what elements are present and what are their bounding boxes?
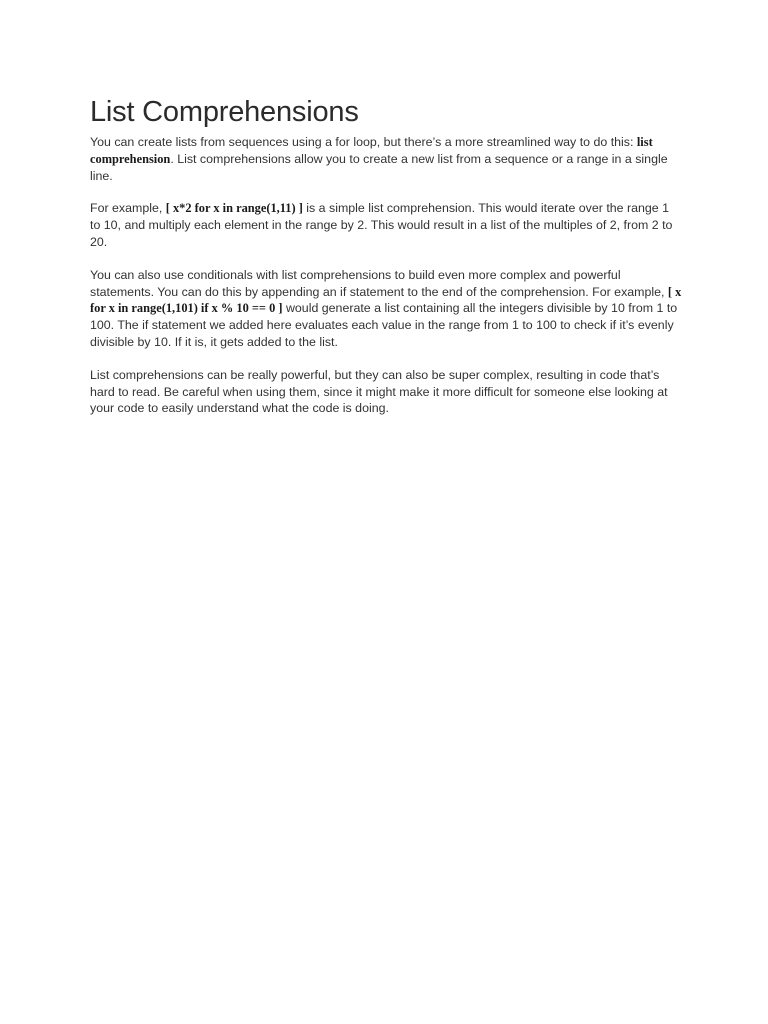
paragraph-caution: List comprehensions can be really powerful, but they can also be super complex, resulting in code that’s hard to read. Be careful when using them, since it might make it more difficult for someone else looking at your code to easily understand what the code is doing. xyxy=(90,367,668,416)
paragraph-conditionals-text-end: would generate a list containing all the integers divisible by 10 from 1 to 100. The if statement we added here evaluates each value in the range from 1 to 100 to check if it’s evenly divisible by 10. If it is, it gets added to the list. xyxy=(90,301,678,349)
paragraph-conditionals xyxy=(90,267,682,351)
code-example-simple: [ x*2 for x in range(1,11) ] xyxy=(165,201,303,216)
paragraph-intro-text: You can create lists from sequences using a for loop, but there’s a more streamlined way to do this: xyxy=(90,135,637,149)
paragraph-intro xyxy=(90,134,682,184)
paragraph-conditionals-text: You can also use conditionals with list comprehensions to build even more complex and powerful statements. You can do this by appending an if statement to the end of the comprehension. For example, xyxy=(90,267,668,299)
paragraph-example xyxy=(90,200,682,250)
term-list-comprehension: list comprehension xyxy=(90,135,653,166)
page-title: List Comprehensions xyxy=(90,96,359,128)
paragraph-example-text-end: is a simple list comprehension. This would iterate over the range 1 to 10, and multiply each element in the range by 2. This would result in a list of the multiples of 2, from 2 to 20. xyxy=(90,201,673,249)
paragraph-intro-text-end: . List comprehensions allow you to create a new list from a sequence or a range in a single line. xyxy=(90,151,668,183)
code-example-conditional: [ x for x in range(1,101) if x % 10 == 0 ] xyxy=(90,284,682,316)
document-body xyxy=(90,94,682,433)
paragraph-example-text: For example, xyxy=(90,201,166,216)
